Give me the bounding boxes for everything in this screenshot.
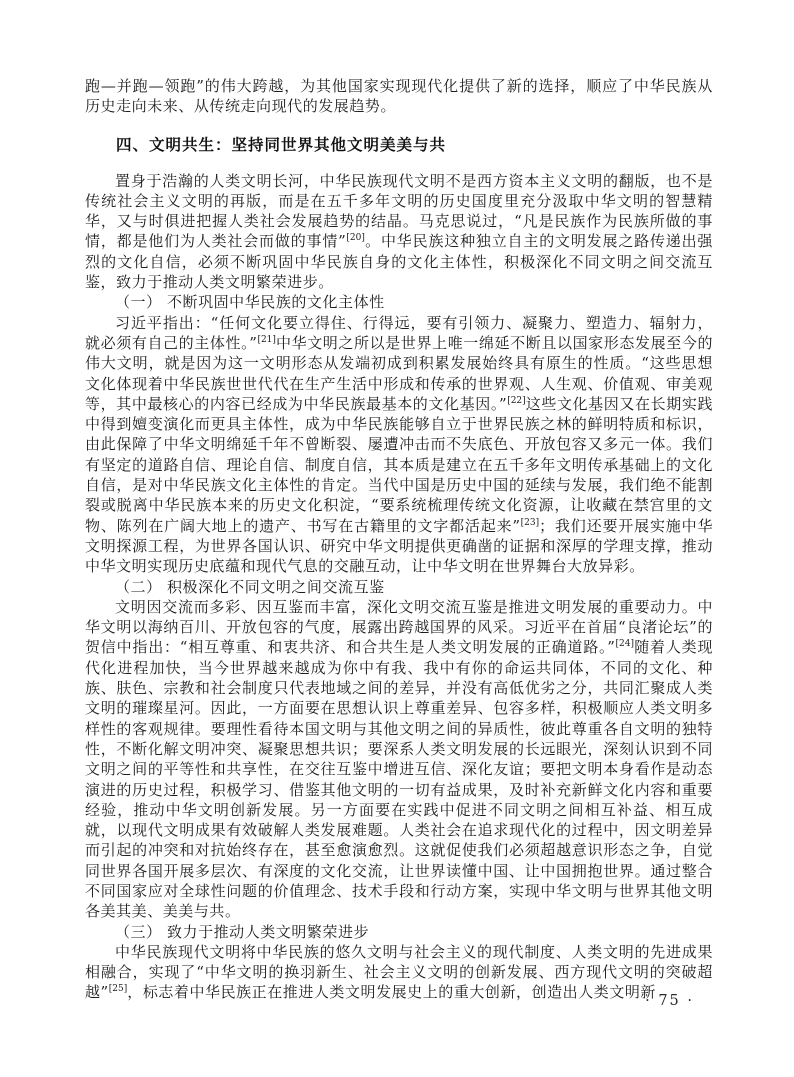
- subsection-paragraph-3: 中华民族现代文明将中华民族的悠久文明与社会主义的现代制度、人类文明的先进成果相融合，实现了“中华文明的换羽新生、社会主义文明的创新发展、西方现代文明的突破超越”[25]，标志着中华民族正在推进人类文明发展史上的重大创新，创造出人类文明新: [85, 942, 713, 1002]
- continuation-paragraph: 跑—并跑—领跑”的伟大跨越，为其他国家实现现代化提供了新的选择，顺应了中华民族从历史走向未来、从传统走向现代的发展趋势。: [85, 77, 713, 116]
- citation-superscript: [20]: [346, 233, 365, 244]
- citation-superscript: [22]: [507, 395, 526, 406]
- text-block: [85, 76, 713, 1003]
- subsection-paragraph-2: 文明因交流而多彩、因互鉴而丰富，深化文明交流互鉴是推进文明发展的重要动力。中华文明以海纳百川、开放包容的气度，展露出跨越国界的风采。习近平在首届“良渚论坛”的贺信中指出：“相互尊重、和衷共济、和合共生是人类文明发展的正确道路。”[24]随着人类现代化进程加快，当今世界越来越成为你中有我、我中有你的命运共同体，不同的文化、种族、肤色、宗教和社会制度只代表地域之间的差异，并没有高低优劣之分，共同汇聚成人类文明的璀璨星河。因此，一方面要在思想认识上尊重差异、包容多样，积极顺应人类文明多样性的客观规律。要理性看待本国文明与其他文明之间的异质性，彼此尊重各自文明的独特性，不断化解文明冲突、凝聚思想共识；要深系人类文明发展的长远眼光，深刻认识到不同文明之间的平等性和共享性，在交往互鉴中增进互信、深化友谊；要把文明本身看作是动态演进的历史过程，积极学习、借鉴其他文明的一切有益成果，及时补充新鲜文化内容和重要经验，推动中华文明创新发展。另一方面要在实践中促进不同文明之间相互补益、相互成就，以现代文明成果有效破解人类发展难题。人类社会在追求现代化的过程中，因文明差异而引起的冲突和对抗始终存在，甚至愈演愈烈。这就促使我们必须超越意识形态之争，自觉同世界各国开展多层次、有深度的文化交流，让世界读懂中国、让中国拥抱世界。通过整合不同国家应对全球性问题的价值理念、技术手段和行动方案，实现中华文明与世界其他文明各美其美、美美与共。: [85, 597, 713, 921]
- section-heading: 四、文明共生：坚持同世界其他文明美美与共: [116, 135, 447, 154]
- subsection-heading-3: （三） 致力于推动人类文明繁荣进步: [115, 922, 370, 941]
- citation-superscript: [25]: [108, 984, 128, 995]
- citation-superscript: [24]: [615, 639, 634, 650]
- subsection-heading-1: （一） 不断巩固中华民族的文化主体性: [115, 293, 385, 312]
- subsection-paragraph-1: 习近平指出：“任何文化要立得住、行得远，要有引领力、凝聚力、塑造力、辐射力，就必须有自己的主体性。”[21]中华文明之所以是世界上唯一绵延不断且以国家形态发展至今的伟大文明，就是因为这一文明形态从发端初成到积累发展始终具有原生的性质。“这些思想文化体现着中华民族世世代代在生产生活中形成和传承的世界观、人生观、价值观、审美观等，其中最核心的内容已经成为中华民族最基本的文化基因。”[22]这些文化基因又在长期实践中得到嬗变演化而更具主体性，成为中华民族能够自立于世界民族之林的鲜明特质和标识，由此保障了中华文明绵延千年不曾断裂、屡遭冲击而不失底色、开放包容又多元一体。我们有坚定的道路自信、理论自信、制度自信，其本质是建立在五千多年文明传承基础上的文化自信，是对中华民族文化主体性的肯定。当代中国是历史中国的延续与发展，我们绝不能割裂或脱离中华民族本来的历史文化积淀，“要系统梳理传统文化资源，让收藏在禁宫里的文物、陈列在广阔大地上的遗产、书写在古籍里的文字都活起来”[23]；我们还要开展实施中华文明探源工程，为世界各国认识、研究中华文明提供更确凿的证据和深厚的学理支撑，推动中华文明实现历史底蕴和现代气息的交融互动，让中华文明在世界舞台大放异彩。: [85, 313, 713, 576]
- citation-superscript: [23]: [520, 517, 540, 528]
- citation-superscript: [21]: [257, 334, 276, 345]
- page-number: · 75 ·: [645, 993, 694, 1009]
- subsection-heading-2: （二） 积极深化不同文明之间交流互鉴: [115, 577, 385, 596]
- intro-paragraph: 置身于浩瀚的人类文明长河，中华民族现代文明不是西方资本主义文明的翻版，也不是传统社会主义文明的再版，而是在五千多年文明的历史国度里充分汲取中华文明的智慧精华，又与时俱进把握人类社会发展趋势的结晶。马克思说过，“凡是民族作为民族所做的事情，都是他们为人类社会而做的事情”[20]。中华民族这种独立自主的文明发展之路传递出强烈的文化自信，必须不断巩固中华民族自身的文化主体性，积极深化不同文明之间交流互鉴，致力于推动人类文明繁荣进步。: [85, 171, 713, 292]
